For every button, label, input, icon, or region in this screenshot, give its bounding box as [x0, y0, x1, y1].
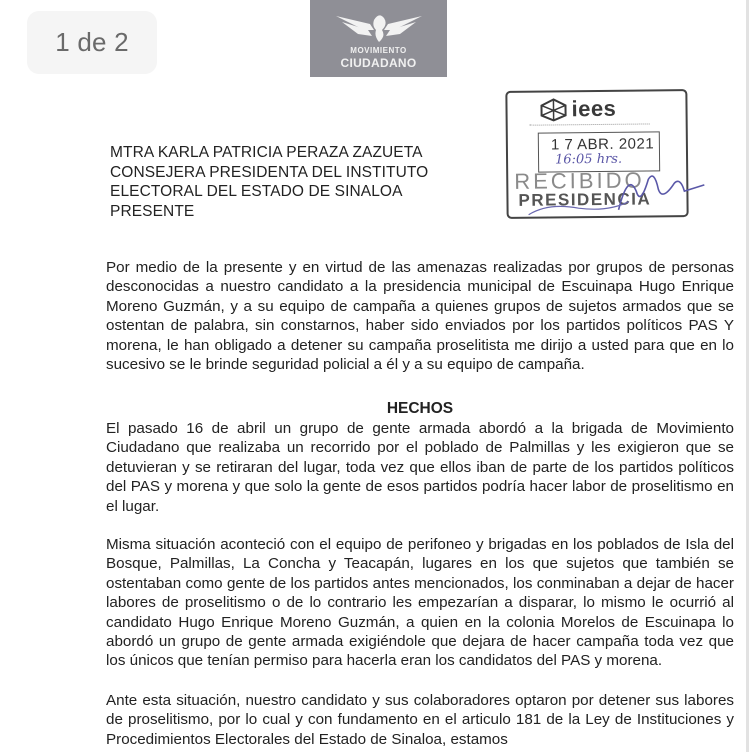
stamp-office: PRESIDENCIA — [518, 189, 652, 210]
stamp-date: 1 7 ABR. 2021 — [550, 135, 655, 154]
movimiento-ciudadano-logo — [310, 0, 447, 77]
stamp-received: RECIBIDO — [514, 167, 645, 194]
recipient-line: ELECTORAL DEL ESTADO DE SINALOA — [110, 183, 403, 200]
recipient-line: MTRA KARLA PATRICIA PERAZA ZAZUETA — [110, 144, 423, 161]
stamp-fine-print — [530, 123, 650, 127]
recipient-block — [110, 143, 428, 221]
paragraph-facts-2: Misma situación aconteció con el equipo de perifoneo y brigadas en los poblados de Isla del Bosque, Palmillas, La Concha y Teacapán, lugares en los que sujetos que también se ostentaban como gente de los partidos antes mencionados, los conminaban a dejar de hacer labores de proselitismo o de lo contrario les empezarían a disparar, lo mismo le ocurrió al candidato Hugo Enrique Moreno Guzmán, a quien en la colonia Morelos de Escuinapa lo abordó un grupo de gente armada exigiéndole que dejara de hacer campaña toda vez que los únicos que tenían permiso para hacerla eran los candidatos del PAS y morena. — [106, 536, 734, 670]
page-indicator: 1 de 2 — [27, 11, 157, 74]
logo-text-movimiento: MOVIMIENTO — [350, 46, 407, 55]
recipient-line: CONSEJERA PRESIDENTA DEL INSTITUTO — [110, 163, 429, 181]
paragraph-facts-1: El pasado 16 de abril un grupo de gente armada abordó a la brigada de Movimiento Ciudadano que realizaba un recorrido por el poblado de Palmillas y les exigieron que se detuvieran y se retiraran del lugar, toda vez que ellos iban de parte de los partidos políticos del PAS y morena y que solo la gente de esos partidos podría hacer labor de proselitismo en el lugar. — [106, 420, 734, 515]
stamp-brand-text: iees — [571, 95, 617, 122]
received-stamp — [505, 89, 688, 219]
section-heading-hechos: HECHOS — [386, 400, 454, 417]
stamp-time: 16:05 hrs. — [554, 151, 623, 168]
paragraph-conclusion: Ante esta situación, nuestro candidato y sus colaboradores optaron por detener sus labores de proselitismo, por lo cual y con fundamento en el articulo 181 de la Ley de Instituciones y Procedimientos Electorales del Estado de Sinaloa, estamos — [106, 692, 734, 748]
logo-text-ciudadano: CIUDADANO — [340, 56, 417, 70]
signature-scribble — [508, 161, 719, 223]
page-edge-divider — [746, 0, 749, 752]
eagle-icon — [334, 10, 424, 44]
stamp-brand — [539, 96, 616, 123]
cube-icon — [539, 97, 567, 121]
paragraph-intro: Por medio de la presente y en virtud de las amenazas realizadas por grupos de personas desconocidas a nuestro candidato a la presidencia municipal de Escuinapa Hugo Enrique Moreno Guzmán, y a su equipo de campaña a quienes grupos de sujetos armados que se ostentan de palabra, sin constarnos, haber sido enviados por los partidos políticos PAS Y morena, le han obligado a detener su campaña proselitista me dirijo a usted para que en lo sucesivo se le brinde seguridad policial a él y a su equipo de campaña. — [106, 259, 734, 374]
recipient-line: PRESENTE — [110, 202, 195, 220]
